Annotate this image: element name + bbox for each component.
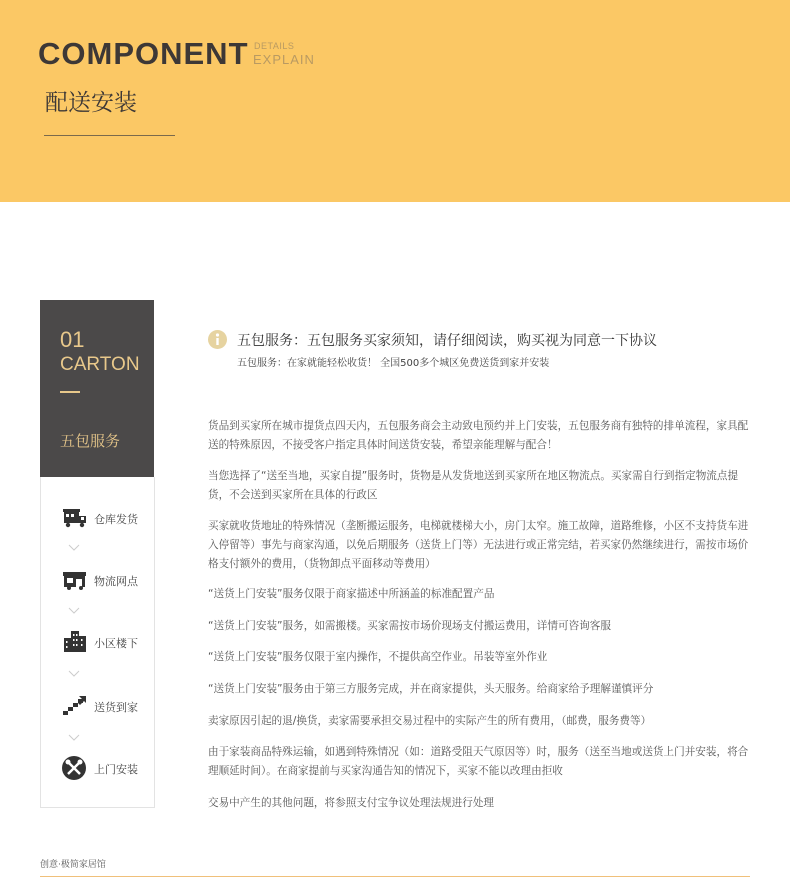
tools-icon [61,755,89,781]
step-label: 物流网点 [94,575,138,588]
paragraph: “送货上门安装”服务仅限于室内操作，不提供高空作业。吊装等室外作业 [208,651,548,663]
section-number: 01 [60,327,85,352]
buildings-icon [61,629,89,655]
chevron-down-icon [68,670,80,678]
step-warehouse [61,505,151,531]
header-subtitle: 配送安装 [45,90,137,116]
chevron-down-icon [68,734,80,742]
paragraph: “送货上门安装”服务由于第三方服务完成，并在商家提供，头天服务。给商家给予理解谨慎评分 [208,683,654,695]
stairs-icon [61,693,89,719]
header-details-label: DETAILS [254,41,295,51]
header-explain-label: EXPLAIN [253,52,315,67]
footer-brand: 创意·极简家居馆 [40,860,106,870]
notice-title: 五包服务：五包服务买家须知，请仔细阅读，购买视为同意一下协议 [237,333,657,349]
step-label: 小区楼下 [94,637,138,650]
warehouse-truck-icon [61,505,89,531]
section-label-en: CARTON [60,354,140,375]
logistics-store-icon [61,567,89,593]
chevron-down-icon [68,607,80,615]
step-home-delivery [61,693,151,719]
step-installation [61,755,151,781]
section-label-cn: 五包服务 [60,432,121,450]
header-banner [0,0,790,202]
section-dash [60,391,80,393]
delivery-steps [40,477,155,808]
step-community [61,629,151,655]
paragraph: 买家就收货地址的特殊情况（垄断搬运服务，电梯就楼梯大小，房门太窄。施工故障，道路维修，小区不支持货车进入停留等）事先与商家沟通，以免后期服务（送货上门等）无法进行或正常完结，若买家仍然继续进行，需按市场价格支付额外的费用，（货物卸点平面移动等费用） [208,520,749,570]
step-logistics [61,567,151,593]
paragraph: 卖家原因引起的退/换货，卖家需要承担交易过程中的实际产生的所有费用，（邮费，服务费等） [208,715,652,727]
paragraph: 货品到买家所在城市提货点四天内，五包服务商会主动致电预约并上门安装，五包服务商有独特的排单流程，家具配送的特殊原因，不接受客户指定具体时间送货安装，希望亲能理解与配合！ [208,420,749,451]
paragraph: 当您选择了“送至当地，买家自提”服务时，货物是从发货地送到买家所在地区物流点。买家需自行到指定物流点提货，不会送到买家所在具体的行政区 [208,470,739,501]
chevron-down-icon [68,544,80,552]
header-title: COMPONENT [38,36,249,71]
step-label: 仓库发货 [94,513,138,526]
notice-subtitle: 五包服务：在家就能轻松收货！ 全国500多个城区免费送货到家并安装 [237,358,550,369]
paragraph: 由于家装商品特殊运输，如遇到特殊情况（如：道路受阻天气原因等）时，服务（送至当地或送货上门并安装，将合理顺延时间）。在商家提前与买家沟通告知的情况下，买家不能以改理由拒收 [208,746,749,777]
paragraph: “送货上门安装”服务仅限于商家描述中所涵盖的标准配置产品 [208,588,495,600]
section-card [40,300,154,477]
footer-divider [40,876,750,877]
info-icon [208,330,227,349]
step-label: 送货到家 [94,701,138,714]
step-label: 上门安装 [94,763,138,776]
header-divider [44,135,175,136]
paragraph: 交易中产生的其他问题，将参照支付宝争议处理法规进行处理 [208,797,495,809]
paragraph: “送货上门安装”服务，如需搬楼。买家需按市场价现场支付搬运费用，详情可咨询客服 [208,620,611,632]
